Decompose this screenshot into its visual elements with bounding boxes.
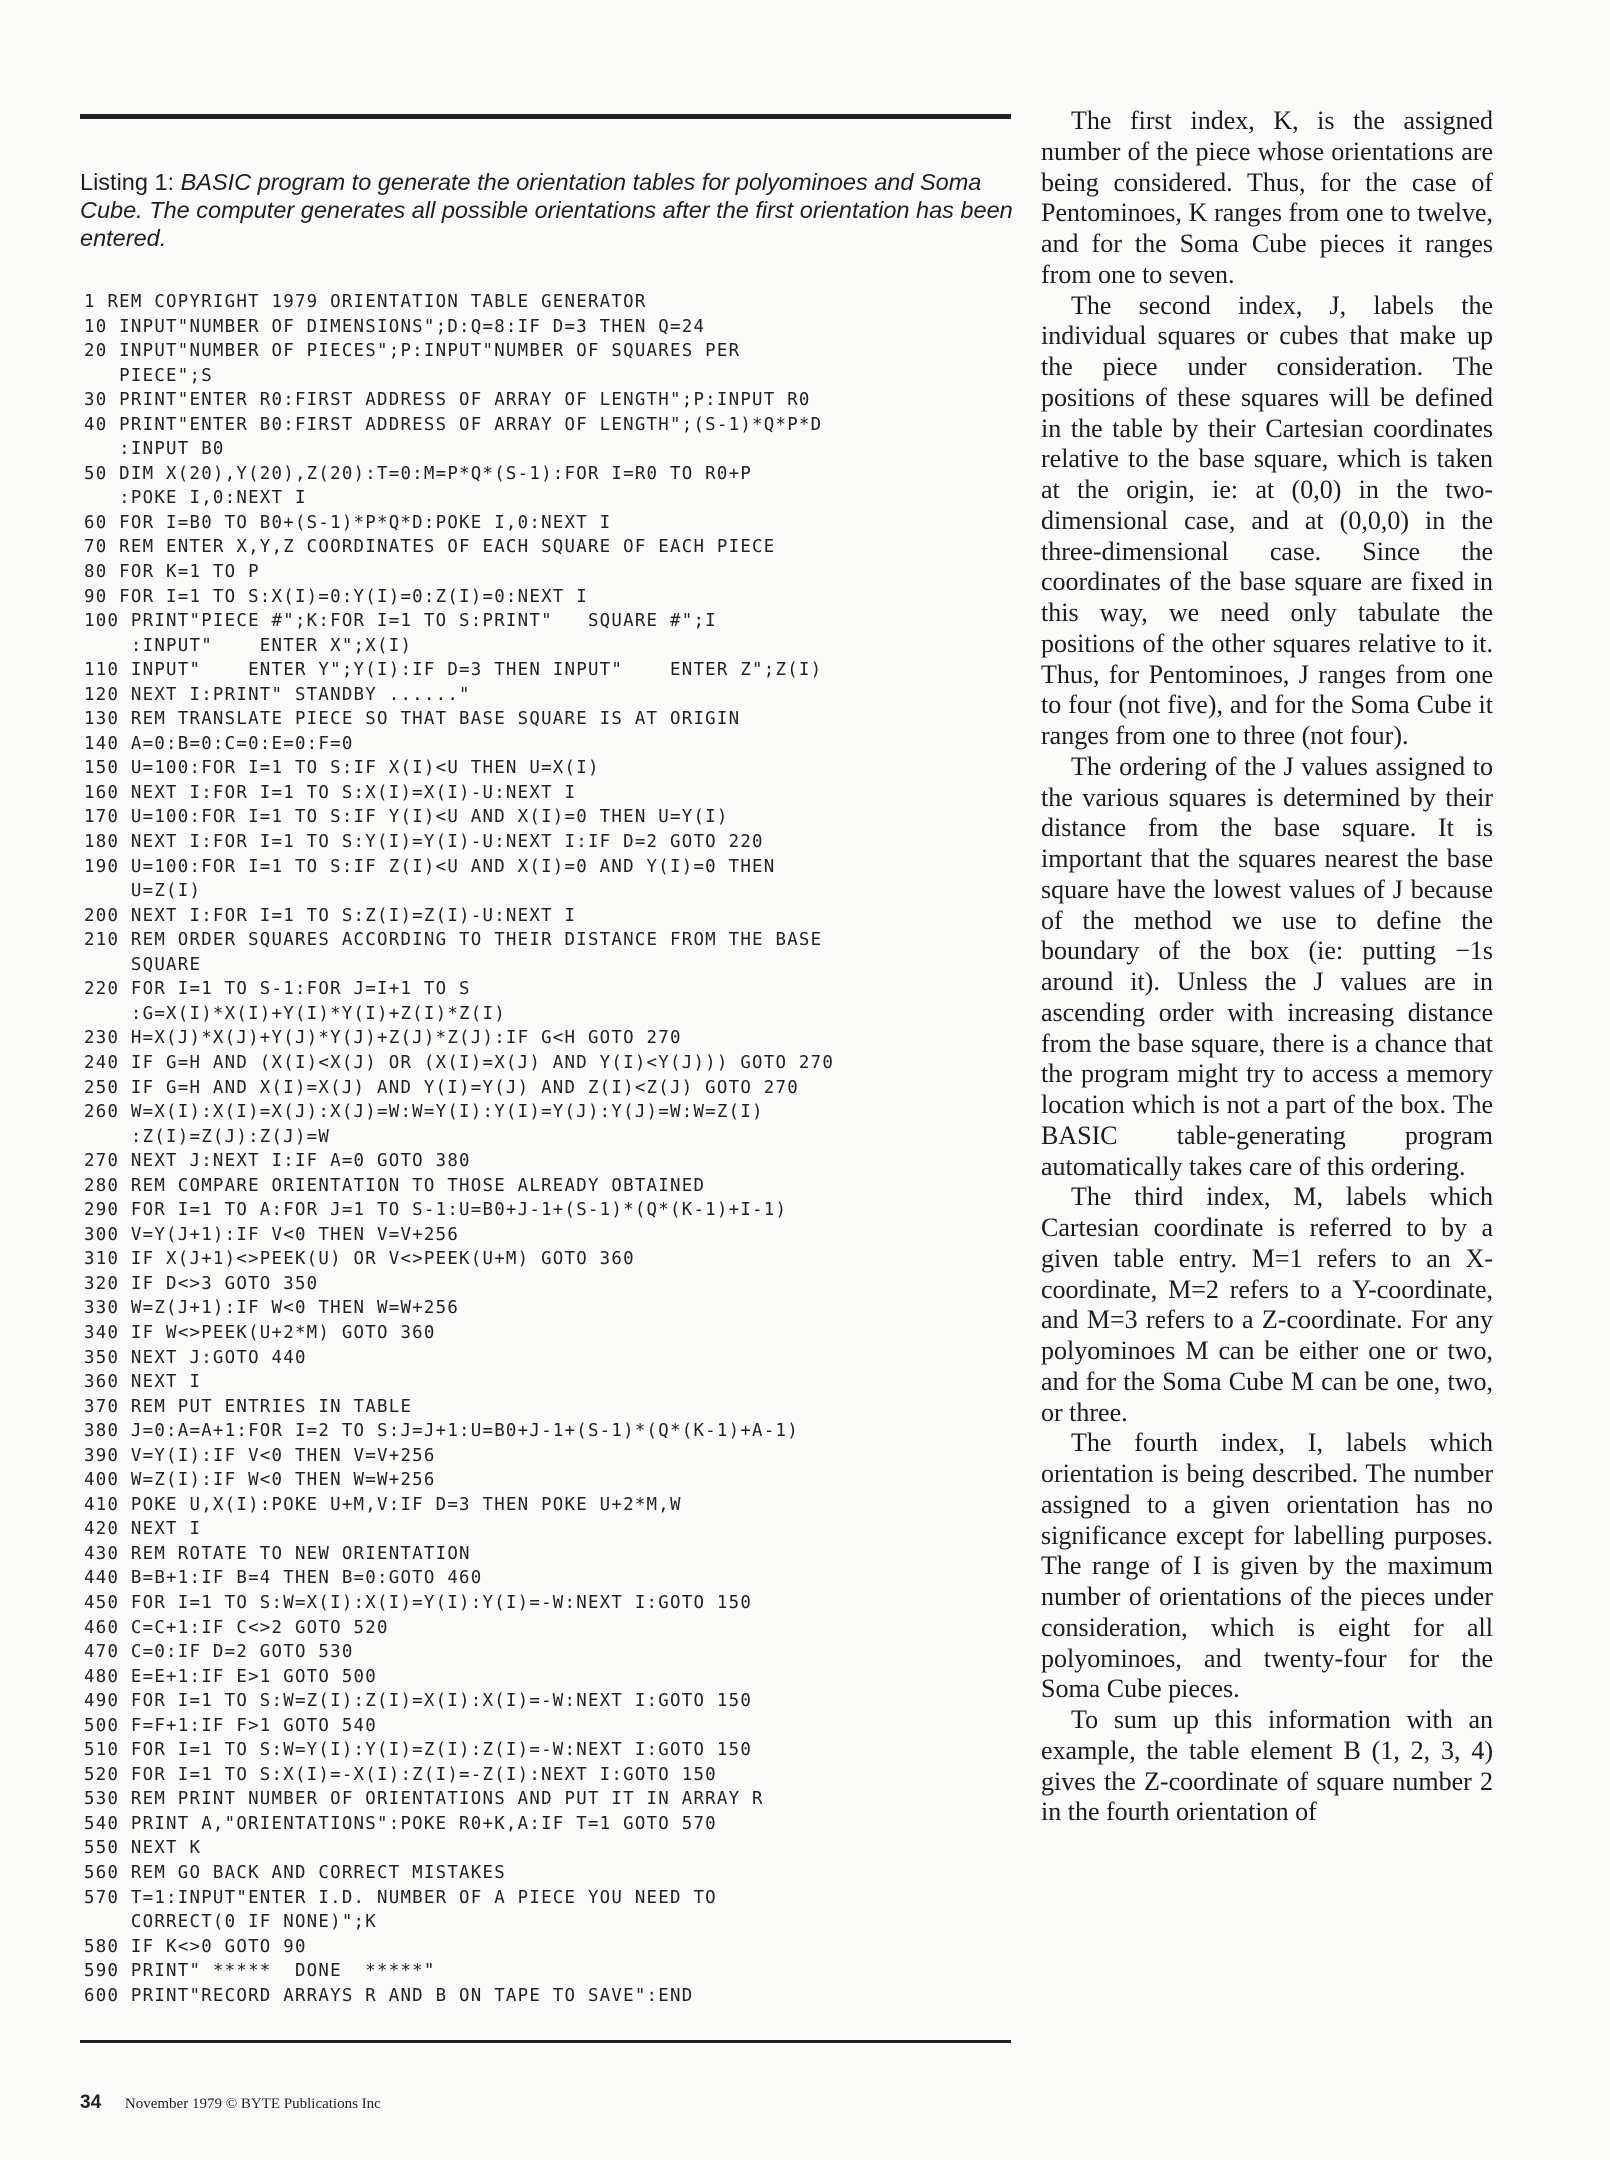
- code-line: 120 NEXT I:PRINT" STANDBY ......": [84, 684, 471, 705]
- code-line: 330 W=Z(J+1):IF W<0 THEN W=W+256: [84, 1298, 460, 1319]
- code-line: 290 FOR I=1 TO A:FOR J=1 TO S-1:U=B0+J-1+(S-1)*(Q*(K-1)+I-1): [84, 1200, 788, 1221]
- code-line: 100 PRINT"PIECE #";K:FOR I=1 TO S:PRINT" SQUARE #";I: [84, 611, 717, 632]
- code-line: 200 NEXT I:FOR I=1 TO S:Z(I)=Z(I)-U:NEXT I: [84, 905, 577, 926]
- code-line: :INPUT B0: [84, 439, 225, 460]
- code-line: 110 INPUT" ENTER Y";Y(I):IF D=3 THEN INPUT" ENTER Z";Z(I): [84, 660, 823, 681]
- code-line: 340 IF W<>PEEK(U+2*M) GOTO 360: [84, 1322, 436, 1343]
- code-line: 130 REM TRANSLATE PIECE SO THAT BASE SQUARE IS AT ORIGIN: [84, 709, 741, 730]
- code-line: 270 NEXT J:NEXT I:IF A=0 GOTO 380: [84, 1151, 471, 1172]
- article-column: [1041, 106, 1493, 1828]
- code-line: 470 C=0:IF D=2 GOTO 530: [84, 1642, 354, 1663]
- code-line: 300 V=Y(J+1):IF V<0 THEN V=V+256: [84, 1224, 460, 1245]
- code-line: 430 REM ROTATE TO NEW ORIENTATION: [84, 1543, 471, 1564]
- code-line: 410 POKE U,X(I):POKE U+M,V:IF D=3 THEN POKE U+2*M,W: [84, 1494, 682, 1515]
- code-line: 370 REM PUT ENTRIES IN TABLE: [84, 1396, 413, 1417]
- top-rule: [80, 114, 1011, 119]
- code-line: 520 FOR I=1 TO S:X(I)=-X(I):Z(I)=-Z(I):NEXT I:GOTO 150: [84, 1764, 717, 1785]
- body-paragraph: The third index, M, labels which Cartesian coordinate is referred to by a given table entry. M=1 refers to an X-coordinate, M=2 refers to a Y-coordinate, and M=3 refers to a Z-coordinate. For any polyominoes M can be either one or two, and for the Soma Cube M can be one, two, or three.: [1041, 1182, 1493, 1427]
- basic-listing: [84, 290, 1014, 2008]
- code-line: 260 W=X(I):X(I)=X(J):X(J)=W:W=Y(I):Y(I)=Y(J):Y(J)=W:W=Z(I): [84, 1102, 764, 1123]
- code-line: 530 REM PRINT NUMBER OF ORIENTATIONS AND PUT IT IN ARRAY R: [84, 1789, 764, 1810]
- code-line: 500 F=F+1:IF F>1 GOTO 540: [84, 1715, 378, 1736]
- code-line: :Z(I)=Z(J):Z(J)=W: [84, 1126, 331, 1147]
- code-line: 190 U=100:FOR I=1 TO S:IF Z(I)<U AND X(I)=0 AND Y(I)=0 THEN: [84, 856, 776, 877]
- code-line: 560 REM GO BACK AND CORRECT MISTAKES: [84, 1863, 506, 1883]
- code-line: CORRECT(0 IF NONE)";K: [84, 1912, 378, 1933]
- code-line: 1 REM COPYRIGHT 1979 ORIENTATION TABLE GENERATOR: [84, 292, 647, 312]
- code-line: 580 IF K<>0 GOTO 90: [84, 1936, 307, 1957]
- code-line: 450 FOR I=1 TO S:W=X(I):X(I)=Y(I):Y(I)=-W:NEXT I:GOTO 150: [84, 1592, 753, 1613]
- caption-label: Listing 1:: [80, 169, 175, 195]
- code-line: 30 PRINT"ENTER R0:FIRST ADDRESS OF ARRAY OF LENGTH";P:INPUT R0: [84, 390, 811, 411]
- bottom-rule: [80, 2040, 1011, 2043]
- body-paragraph: The second index, J, labels the individual squares or cubes that make up the piece under consideration. The positions of these squares will be defined in the table by their Cartesian coordinates relative to the base square, which is taken at the origin, ie: at (0,0) in the two-dimensional case, and at (0,0,0) in the three-dimensional case. Since the coordinates of the base square are fixed in this way, we need only tabulate the positions of the other squares relative to it. Thus, for Pentominoes, J ranges from one to four (not five), and for the Soma Cube it ranges from one to three (not four).: [1041, 290, 1493, 750]
- code-line: 220 FOR I=1 TO S-1:FOR J=I+1 TO S: [84, 979, 471, 1000]
- body-paragraph: The first index, K, is the assigned number of the piece whose orientations are being considered. Thus, for the case of Pentominoes, K ranges from one to twelve, and for the Soma Cube pieces it ranges from one to seven.: [1041, 106, 1493, 289]
- code-line: U=Z(I): [84, 881, 202, 902]
- code-line: 380 J=0:A=A+1:FOR I=2 TO S:J=J+1:U=B0+J-1+(S-1)*(Q*(K-1)+A-1): [84, 1421, 799, 1442]
- code-line: 230 H=X(J)*X(J)+Y(J)*Y(J)+Z(J)*Z(J):IF G<H GOTO 270: [84, 1028, 682, 1049]
- code-line: 440 B=B+1:IF B=4 THEN B=0:GOTO 460: [84, 1568, 483, 1589]
- body-paragraph: The ordering of the J values assigned to the various squares is determined by their distance from the base square. It is important that the squares nearest the base square have the lowest values of J because of the method we use to define the boundary of the box (ie: putting −1s around it). Unless the J values are in ascending order with increasing distance from the base square, there is a chance that the program might try to access a memory location which is not a part of the box. The BASIC table-generating program automatically takes care of this ordering.: [1041, 751, 1493, 1181]
- page-number: 34: [80, 2092, 102, 2113]
- code-line: 480 E=E+1:IF E>1 GOTO 500: [84, 1666, 378, 1687]
- code-line: PIECE";S: [84, 365, 213, 386]
- code-line: 310 IF X(J+1)<>PEEK(U) OR V<>PEEK(U+M) GOTO 360: [84, 1249, 635, 1270]
- code-line: 80 FOR K=1 TO P: [84, 562, 260, 583]
- code-line: :INPUT" ENTER X";X(I): [84, 635, 413, 656]
- code-line: 250 IF G=H AND X(I)=X(J) AND Y(I)=Y(J) AND Z(I)<Z(J) GOTO 270: [84, 1077, 799, 1098]
- code-line: 10 INPUT"NUMBER OF DIMENSIONS";D:Q=8:IF D=3 THEN Q=24: [84, 316, 706, 337]
- code-line: :G=X(I)*X(I)+Y(I)*Y(I)+Z(I)*Z(I): [84, 1003, 506, 1024]
- body-paragraph: To sum up this information with an example, the table element B (1, 2, 3, 4) gives the Z-coordinate of square number 2 in the fourth orientation of: [1041, 1705, 1493, 1827]
- code-line: 210 REM ORDER SQUARES ACCORDING TO THEIR DISTANCE FROM THE BASE: [84, 930, 823, 951]
- code-line: 420 NEXT I: [84, 1519, 202, 1540]
- caption-text: BASIC program to generate the orientation tables for polyominoes and Soma Cube. The computer generates all possible orientations after the first orientation has been entered.: [80, 169, 1013, 251]
- code-line: 240 IF G=H AND (X(I)<X(J) OR (X(I)=X(J) AND Y(I)<Y(J))) GOTO 270: [84, 1052, 835, 1073]
- code-line: 280 REM COMPARE ORIENTATION TO THOSE ALREADY OBTAINED: [84, 1175, 706, 1196]
- code-line: 90 FOR I=1 TO S:X(I)=0:Y(I)=0:Z(I)=0:NEXT I: [84, 586, 588, 607]
- code-line: 550 NEXT K: [84, 1838, 202, 1859]
- code-line: 350 NEXT J:GOTO 440: [84, 1347, 307, 1368]
- code-line: 180 NEXT I:FOR I=1 TO S:Y(I)=Y(I)-U:NEXT I:IF D=2 GOTO 220: [84, 832, 764, 853]
- code-line: 490 FOR I=1 TO S:W=Z(I):Z(I)=X(I):X(I)=-W:NEXT I:GOTO 150: [84, 1691, 753, 1712]
- code-line: 360 NEXT I: [84, 1372, 202, 1393]
- code-line: 160 NEXT I:FOR I=1 TO S:X(I)=X(I)-U:NEXT I: [84, 782, 577, 803]
- code-line: 320 IF D<>3 GOTO 350: [84, 1273, 319, 1294]
- body-paragraph: The fourth index, I, labels which orientation is being described. The number assigned to a given orientation has no significance except for labelling purposes. The range of I is given by the maximum number of orientations of the pieces under consideration, which is eight for all polyominoes, and twenty-four for the Soma Cube pieces.: [1041, 1428, 1493, 1704]
- code-line: 60 FOR I=B0 TO B0+(S-1)*P*Q*D:POKE I,0:NEXT I: [84, 512, 612, 533]
- code-line: SQUARE: [84, 954, 202, 975]
- code-line: 50 DIM X(20),Y(20),Z(20):T=0:M=P*Q*(S-1):FOR I=R0 TO R0+P: [84, 463, 753, 484]
- code-line: 570 T=1:INPUT"ENTER I.D. NUMBER OF A PIECE YOU NEED TO: [84, 1887, 717, 1908]
- code-line: :POKE I,0:NEXT I: [84, 488, 307, 509]
- code-line: 390 V=Y(I):IF V<0 THEN V=V+256: [84, 1445, 436, 1466]
- code-line: 600 PRINT"RECORD ARRAYS R AND B ON TAPE TO SAVE":END: [84, 1985, 694, 2006]
- code-line: 170 U=100:FOR I=1 TO S:IF Y(I)<U AND X(I)=0 THEN U=Y(I): [84, 807, 729, 828]
- code-line: 40 PRINT"ENTER B0:FIRST ADDRESS OF ARRAY OF LENGTH";(S-1)*Q*P*D: [84, 414, 823, 435]
- code-line: 400 W=Z(I):IF W<0 THEN W=W+256: [84, 1470, 436, 1491]
- code-line: 460 C=C+1:IF C<>2 GOTO 520: [84, 1617, 389, 1638]
- code-line: 140 A=0:B=0:C=0:E=0:F=0: [84, 733, 354, 754]
- code-line: 150 U=100:FOR I=1 TO S:IF X(I)<U THEN U=X(I): [84, 758, 600, 779]
- code-line: 540 PRINT A,"ORIENTATIONS":POKE R0+K,A:IF T=1 GOTO 570: [84, 1813, 717, 1834]
- footer-credit: November 1979 © BYTE Publications Inc: [124, 2096, 381, 2112]
- code-line: 20 INPUT"NUMBER OF PIECES";P:INPUT"NUMBER OF SQUARES PER: [84, 341, 741, 362]
- code-line: 590 PRINT" ***** DONE *****": [84, 1961, 436, 1982]
- listing-caption: [80, 168, 1020, 252]
- code-line: 70 REM ENTER X,Y,Z COORDINATES OF EACH SQUARE OF EACH PIECE: [84, 537, 776, 558]
- page-footer: [80, 2092, 381, 2114]
- code-line: 510 FOR I=1 TO S:W=Y(I):Y(I)=Z(I):Z(I)=-W:NEXT I:GOTO 150: [84, 1740, 753, 1761]
